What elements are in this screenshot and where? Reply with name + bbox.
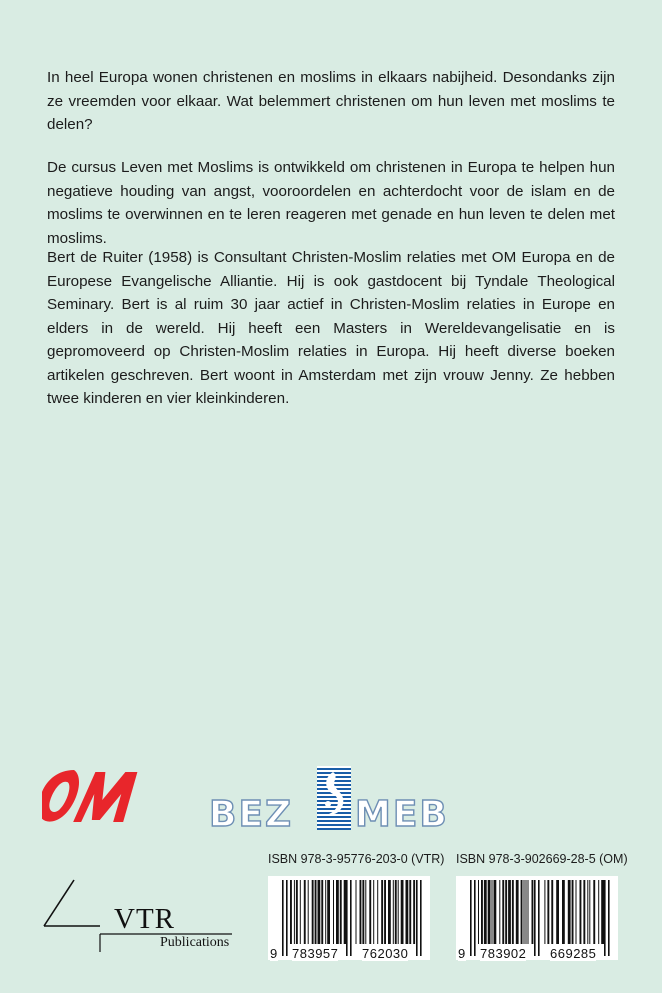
paragraph-3: Bert de Ruiter (1958) is Consultant Christen-Moslim relaties met OM Europa en de Europese Evangelische Alliantie. Hij is ook gastdocent bij Tyndale Theological Seminary. Bert is al ruim 30 jaar actief in Christen-Moslim relaties in Europe en elders in de wereld. Hij heeft een Masters in Wereldevangelisatie en is gepromoveerd op Christen-Moslim relaties in Europa. Hij heeft diverse boeken artikelen geschreven. Bert woont in Amsterdam met zijn vrouw Jenny. Ze hebben twee kinderen en vier kleinkinderen. (47, 249, 615, 407)
barcode-first-digit: 9 (270, 946, 278, 961)
vtr-logo-subtitle: Publications (160, 935, 230, 950)
vtr-logo-name: VTR (114, 903, 175, 935)
vtr-logo (42, 878, 242, 956)
barcode-group-2: 762030 (362, 946, 409, 961)
course-paragraph (47, 156, 615, 250)
paragraph-2: De cursus Leven met Moslims is ontwikkeld om christenen in Europa te helpen hun negatieve houding van angst, vooroordelen en achterdocht voor de islam en de moslims te overwinnen en te leren reageren met genade en hun leven te delen met moslims. (47, 159, 615, 247)
svg-text:BEZ: BEZ (209, 794, 294, 832)
om-logo (42, 764, 142, 828)
barcode-group-1: 783957 (292, 946, 339, 961)
svg-text:MEB: MEB (355, 794, 449, 832)
barcode-vtr (268, 876, 430, 960)
intro-paragraph (47, 66, 615, 137)
author-paragraph (47, 246, 615, 411)
barcode-group-1: 783902 (480, 946, 527, 961)
paragraph-1: In heel Europa wonen christenen en moslims in elkaars nabijheid. Desondanks zijn ze vreemden voor elkaar. Wat belemmert christenen om hun leven met moslims te delen? (47, 69, 615, 133)
barcode-group-2: 669285 (550, 946, 597, 961)
bez-meb-logo (207, 764, 457, 832)
barcode-first-digit: 9 (458, 946, 466, 961)
isbn-om-label: ISBN 978-3-902669-28-5 (OM) (456, 852, 628, 866)
barcode-om (456, 876, 618, 960)
isbn-vtr-label: ISBN 978-3-95776-203-0 (VTR) (268, 852, 445, 866)
